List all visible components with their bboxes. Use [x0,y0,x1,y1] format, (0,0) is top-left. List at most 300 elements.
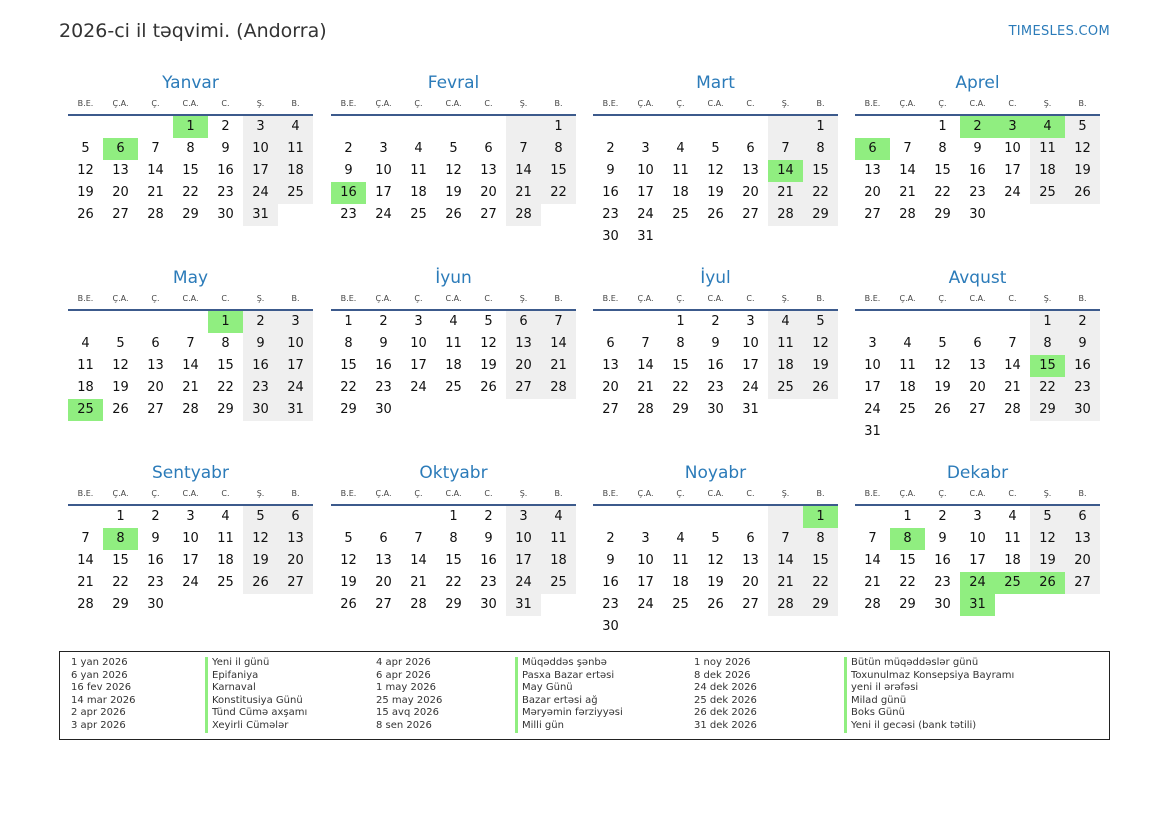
weekday-label: B.E. [602,488,619,498]
empty-cell [138,116,173,138]
day-cell: 4 [541,506,576,528]
day-cell: 1 [803,506,838,528]
weekday-label: Ç.A. [637,293,654,303]
empty-cell [173,311,208,333]
day-cell: 19 [480,358,497,373]
day-cell: 18 [672,185,689,200]
empty-cell [890,116,925,138]
day-cell: 18 [77,380,94,395]
weekday-label: Ş. [519,488,528,498]
day-cell: 7 [506,138,541,160]
weekday-label: B.E. [77,293,94,303]
weekday-label: Ş. [256,293,265,303]
weekday-label: Ç. [151,293,160,303]
month-name: Oktyabr [419,463,488,483]
day-cell: 4 [676,531,685,546]
weekday-label: C. [221,488,230,498]
day-cell: 13 [278,528,313,550]
day-cell: 20 [742,575,759,590]
month-name: Fevral [427,73,480,93]
day-cell: 15 [803,160,838,182]
day-cell: 3 [973,509,982,524]
day-cell: 3 [243,116,278,138]
day-cell: 27 [375,597,392,612]
day-cell: 11 [77,358,94,373]
weekday-label: Ç. [414,98,423,108]
weekday-label: C.A. [182,293,199,303]
day-cell: 9 [243,333,278,355]
day-cell: 17 [637,575,654,590]
weekday-header [593,289,838,307]
day-cell: 13 [375,553,392,568]
legend-date: 25 may 2026 [376,694,443,706]
weekday-label: Ş. [1043,293,1052,303]
days-grid [68,506,313,616]
days-grid [593,116,838,248]
day-cell: 26 [445,207,462,222]
month-block [331,267,576,421]
day-cell: 16 [602,575,619,590]
day-cell: 22 [934,185,951,200]
legend-names-col-2 [515,657,623,733]
day-cell: 1 [1030,311,1065,333]
empty-cell [506,116,541,138]
day-cell: 4 [278,116,313,138]
day-cell: 19 [1030,550,1065,572]
day-cell: 9 [1065,333,1100,355]
day-cell: 7 [541,311,576,333]
day-cell: 6 [379,531,388,546]
weekday-label: C. [746,98,755,108]
day-cell: 23 [217,185,234,200]
day-cell: 1 [803,116,838,138]
legend-holiday-name: Boks Günü [844,707,1014,720]
day-cell: 21 [864,575,881,590]
weekday-label: C.A. [445,98,462,108]
empty-cell [401,506,436,528]
day-cell: 23 [243,377,278,399]
day-cell: 16 [331,182,366,204]
weekday-label: Ç. [938,98,947,108]
day-cell: 8 [103,528,138,550]
day-cell: 22 [899,575,916,590]
day-cell: 4 [903,336,912,351]
day-cell: 23 [147,575,164,590]
day-cell: 12 [707,553,724,568]
day-cell: 5 [711,141,720,156]
day-cell: 4 [1008,509,1017,524]
day-cell: 11 [410,163,427,178]
day-cell: 1 [173,116,208,138]
day-cell: 13 [480,163,497,178]
day-cell: 5 [344,531,353,546]
day-cell: 16 [243,355,278,377]
day-cell: 27 [147,402,164,417]
weekday-label: B. [291,488,300,498]
weekday-label: Ç.A. [899,488,916,498]
month-block [593,267,838,421]
legend-date: 24 dek 2026 [694,682,757,694]
day-cell: 17 [410,358,427,373]
day-cell: 26 [112,402,129,417]
empty-cell [471,116,506,138]
weekday-header [68,289,313,307]
day-cell: 8 [221,336,230,351]
day-cell: 6 [855,138,890,160]
day-cell: 24 [637,597,654,612]
weekday-header [68,94,313,112]
day-cell: 29 [182,207,199,222]
day-cell: 21 [506,182,541,204]
empty-cell [768,506,803,528]
day-cell: 7 [186,336,195,351]
days-grid [593,506,838,638]
day-cell: 17 [243,160,278,182]
day-cell: 15 [1030,355,1065,377]
empty-cell [698,116,733,138]
day-cell: 24 [742,380,759,395]
day-cell: 6 [746,141,755,156]
weekday-label: Ç.A. [112,488,129,498]
day-cell: 7 [768,138,803,160]
day-cell: 3 [379,141,388,156]
weekday-label: Ş. [781,293,790,303]
day-cell: 19 [112,380,129,395]
legend-date: 8 dek 2026 [694,669,751,681]
day-cell: 9 [973,141,982,156]
weekday-label: C. [746,488,755,498]
day-cell: 28 [410,597,427,612]
day-cell: 23 [602,597,619,612]
day-cell: 14 [147,163,164,178]
day-cell: 23 [375,380,392,395]
weekday-label: C. [484,293,493,303]
weekday-label: C.A. [182,488,199,498]
day-cell: 30 [147,597,164,612]
day-cell: 14 [768,160,803,182]
day-cell: 7 [151,141,160,156]
legend-dates-col-1 [71,657,136,733]
weekday-label: C. [484,98,493,108]
weekday-label: Ç.A. [899,98,916,108]
day-cell: 31 [278,399,313,421]
day-cell: 28 [1004,402,1021,417]
day-cell: 9 [151,531,160,546]
day-cell: 18 [1004,553,1021,568]
day-cell: 5 [1030,506,1065,528]
day-cell: 24 [960,572,995,594]
day-cell: 25 [995,572,1030,594]
days-grid [593,311,838,421]
day-cell: 14 [77,553,94,568]
day-cell: 24 [864,402,881,417]
weekday-label: Ç. [676,488,685,498]
weekday-label: B.E. [602,98,619,108]
day-cell: 2 [344,141,353,156]
day-cell: 3 [186,509,195,524]
empty-cell [366,116,401,138]
day-cell: 28 [541,377,576,399]
day-cell: 11 [899,358,916,373]
day-cell: 29 [934,207,951,222]
empty-cell [68,116,103,138]
day-cell: 21 [147,185,164,200]
day-cell: 27 [742,207,759,222]
day-cell: 12 [340,553,357,568]
weekday-label: Ç. [676,293,685,303]
days-grid [68,116,313,226]
day-cell: 4 [676,141,685,156]
month-name: İyun [435,268,472,288]
day-cell: 13 [1065,528,1100,550]
day-cell: 11 [445,336,462,351]
day-cell: 5 [711,531,720,546]
weekday-label: Ç. [151,98,160,108]
day-cell: 12 [1065,138,1100,160]
day-cell: 20 [506,355,541,377]
day-cell: 11 [217,531,234,546]
day-cell: 4 [221,509,230,524]
day-cell: 24 [182,575,199,590]
legend-names-col-3 [844,657,1014,733]
day-cell: 29 [672,402,689,417]
day-cell: 27 [602,402,619,417]
day-cell: 9 [711,336,720,351]
weekday-label: B.E. [864,293,881,303]
day-cell: 6 [278,506,313,528]
empty-cell [331,116,366,138]
day-cell: 21 [182,380,199,395]
day-cell: 7 [868,531,877,546]
day-cell: 15 [340,358,357,373]
brand-link[interactable]: TIMESLES.COM [1008,24,1110,39]
day-cell: 30 [480,597,497,612]
legend-date: 4 apr 2026 [376,657,431,668]
legend-holiday-name: Müqəddəs şənbə [515,657,623,670]
day-cell: 16 [147,553,164,568]
weekday-label: Ş. [256,488,265,498]
weekday-label: Ç.A. [375,293,392,303]
day-cell: 4 [449,314,458,329]
empty-cell [436,116,471,138]
day-cell: 23 [707,380,724,395]
day-cell: 5 [116,336,125,351]
empty-cell [628,506,663,528]
day-cell: 24 [243,182,278,204]
day-cell: 8 [803,138,838,160]
weekday-label: B. [816,293,825,303]
day-cell: 14 [864,553,881,568]
day-cell: 20 [278,550,313,572]
day-cell: 28 [182,402,199,417]
day-cell: 22 [340,380,357,395]
day-cell: 3 [868,336,877,351]
empty-cell [855,311,890,333]
day-cell: 25 [672,207,689,222]
day-cell: 28 [637,402,654,417]
weekday-label: C. [746,293,755,303]
day-cell: 29 [803,594,838,616]
day-cell: 26 [803,377,838,399]
day-cell: 19 [1065,160,1100,182]
day-cell: 25 [410,207,427,222]
month-block [593,462,838,638]
day-cell: 26 [480,380,497,395]
day-cell: 31 [960,594,995,616]
day-cell: 29 [217,402,234,417]
day-cell: 14 [182,358,199,373]
weekday-label: C.A. [969,488,986,498]
day-cell: 22 [217,380,234,395]
day-cell: 30 [375,402,392,417]
day-cell: 16 [480,553,497,568]
days-grid [331,506,576,616]
day-cell: 6 [606,336,615,351]
month-name: İyul [700,268,731,288]
day-cell: 31 [742,402,759,417]
day-cell: 18 [445,358,462,373]
day-cell: 25 [1030,182,1065,204]
day-cell: 28 [768,204,803,226]
day-cell: 29 [899,597,916,612]
day-cell: 1 [903,509,912,524]
weekday-label: B.E. [340,293,357,303]
legend-date: 14 mar 2026 [71,694,136,706]
weekday-label: Ç.A. [375,98,392,108]
empty-cell [663,116,698,138]
day-cell: 6 [151,336,160,351]
weekday-label: B. [291,293,300,303]
legend-holiday-name: Xeyirli Cümələr [205,720,307,733]
day-cell: 14 [541,333,576,355]
day-cell: 16 [375,358,392,373]
day-cell: 30 [602,229,619,244]
day-cell: 28 [899,207,916,222]
month-block [331,462,576,616]
legend-date: 3 apr 2026 [71,719,126,731]
day-cell: 18 [672,575,689,590]
weekday-label: B.E. [340,98,357,108]
legend-holiday-name: Məryəmin fərziyyəsi [515,707,623,720]
day-cell: 6 [506,311,541,333]
day-cell: 1 [676,314,685,329]
legend-date: 1 yan 2026 [71,657,128,668]
day-cell: 26 [1030,572,1065,594]
month-name: May [172,268,209,288]
day-cell: 21 [768,572,803,594]
day-cell: 23 [602,207,619,222]
day-cell: 16 [1065,355,1100,377]
days-grid [855,506,1100,616]
month-block [68,72,313,226]
day-cell: 14 [768,550,803,572]
day-cell: 21 [77,575,94,590]
weekday-label: B. [816,98,825,108]
day-cell: 18 [899,380,916,395]
day-cell: 11 [768,333,803,355]
day-cell: 2 [960,116,995,138]
day-cell: 3 [746,314,755,329]
day-cell: 18 [1030,160,1065,182]
day-cell: 4 [1030,116,1065,138]
weekday-label: Ş. [781,488,790,498]
day-cell: 10 [1004,141,1021,156]
legend-holiday-name: Yeni il günü [205,657,307,670]
legend-holiday-name: Karnaval [205,682,307,695]
weekday-label: B.E. [602,293,619,303]
day-cell: 9 [344,163,353,178]
weekday-label: Ş. [256,98,265,108]
legend-names-col-1 [205,657,307,733]
day-cell: 3 [278,311,313,333]
day-cell: 24 [410,380,427,395]
day-cell: 26 [934,402,951,417]
day-cell: 19 [77,185,94,200]
day-cell: 19 [707,185,724,200]
day-cell: 4 [81,336,90,351]
day-cell: 1 [208,311,243,333]
day-cell: 25 [217,575,234,590]
day-cell: 3 [641,141,650,156]
days-grid [855,116,1100,226]
day-cell: 21 [410,575,427,590]
day-cell: 17 [506,550,541,572]
day-cell: 25 [445,380,462,395]
day-cell: 5 [81,141,90,156]
legend-date: 25 dek 2026 [694,694,757,706]
day-cell: 23 [1065,377,1100,399]
weekday-label: C.A. [445,488,462,498]
day-cell: 13 [112,163,129,178]
legend-date: 2 apr 2026 [71,707,126,719]
day-cell: 20 [375,575,392,590]
weekday-label: C. [1008,293,1017,303]
weekday-label: Ç. [414,488,423,498]
day-cell: 15 [934,163,951,178]
day-cell: 13 [864,163,881,178]
day-cell: 22 [672,380,689,395]
day-cell: 2 [151,509,160,524]
empty-cell [855,116,890,138]
day-cell: 15 [672,358,689,373]
legend-date: 1 noy 2026 [694,657,751,668]
day-cell: 18 [768,355,803,377]
weekday-label: B. [1078,488,1087,498]
legend-holiday-name: Milli gün [515,720,623,733]
weekday-label: Ç.A. [637,98,654,108]
empty-cell [103,311,138,333]
day-cell: 13 [969,358,986,373]
day-cell: 17 [182,553,199,568]
month-block [593,72,838,248]
day-cell: 11 [1030,138,1065,160]
day-cell: 28 [77,597,94,612]
weekday-label: Ç.A. [112,293,129,303]
weekday-label: B. [554,98,563,108]
day-cell: 27 [112,207,129,222]
day-cell: 22 [112,575,129,590]
day-cell: 5 [449,141,458,156]
empty-cell [733,116,768,138]
day-cell: 26 [77,207,94,222]
legend-date: 6 apr 2026 [376,669,431,681]
weekday-header [855,94,1100,112]
month-block [855,462,1100,616]
day-cell: 20 [969,380,986,395]
weekday-label: Ş. [781,98,790,108]
legend-holiday-name: yeni il ərəfəsi [844,682,1014,695]
day-cell: 24 [1004,185,1021,200]
